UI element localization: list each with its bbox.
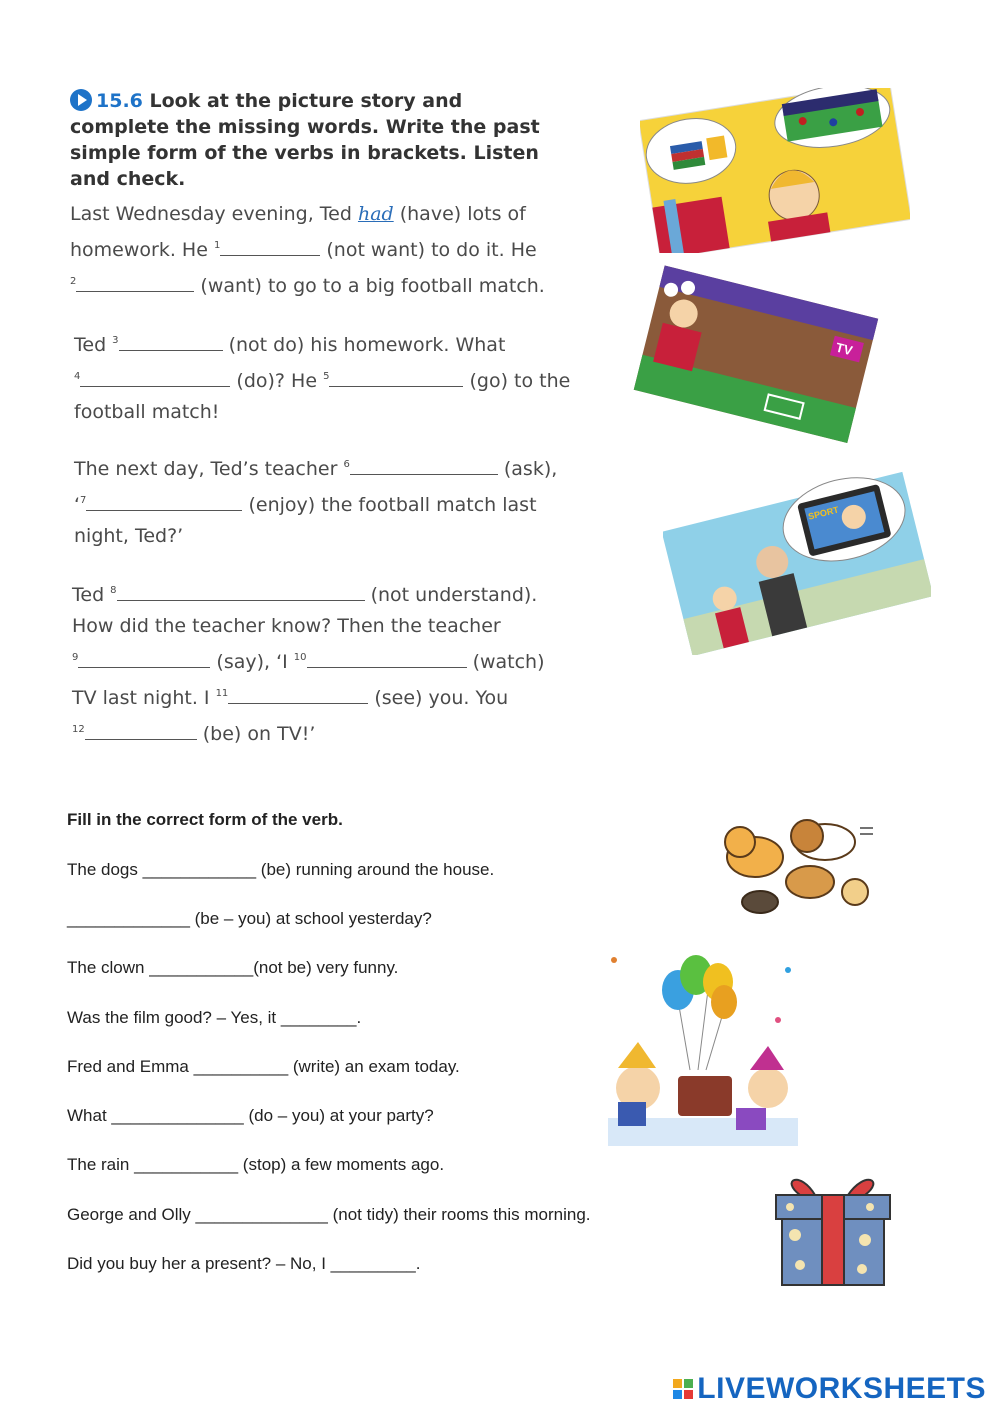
exercise-sentence-7[interactable]: The rain ___________ (stop) a few moments ago. [67,1155,445,1174]
answer-blank-10[interactable] [307,649,467,668]
exercise-sentence-5[interactable]: Fred and Emma __________ (write) an exam today. [67,1057,460,1076]
exercise-sentence-6[interactable]: What ______________ (do – you) at your party? [67,1106,434,1125]
answer-blank-5[interactable] [329,368,463,387]
example-answer: had [357,203,394,225]
answer-blank-8[interactable] [117,582,365,601]
exercise-sentence-8[interactable]: George and Olly ______________ (not tidy) their rooms this morning. [67,1205,591,1224]
task-instruction [70,88,540,192]
exercise-sentence-2[interactable]: _____________ (be – you) at school yesterday? [67,909,432,928]
story-paragraph-1: Last Wednesday evening, Ted had (have) lots of homework. He $^1$ (not want) to do it. He $^2$ (want) to go to a big football match. [70,203,545,297]
answer-blank-3[interactable] [119,332,223,351]
exercise-sentence-3[interactable]: The clown ___________(not be) very funny. [67,958,399,977]
liveworksheets-logo [673,1372,986,1406]
dogs-illustration [715,812,930,922]
exercise-sentence-4[interactable]: Was the film good? – Yes, it ________. [67,1008,362,1027]
answer-blank-1[interactable] [220,237,320,256]
answer-blank-7[interactable] [86,492,242,511]
brand-name: LIVEWORKSHEETS [697,1372,986,1405]
answer-blank-6[interactable] [350,456,498,475]
story-paragraph-4: Ted $^8$ (not understand). How did the teacher know? Then the teacher $^9$ (say), ‘I $^{10}$ (watch) TV last night. I $^{11}$ (see) you. You $^{12}$ (be) on TV!’ [72,584,545,745]
ted-homework-illustration [640,88,910,253]
tv-sign-text: TV [834,339,855,359]
exercise-sentence-1[interactable]: The dogs ____________ (be) running around the house. [67,860,495,879]
answer-blank-4[interactable] [80,368,230,387]
brand-icon [673,1379,693,1399]
party-illustration [598,940,808,1150]
story-paragraph-3: The next day, Ted’s teacher $^6$ (ask), ‘$^7$ (enjoy) the football match last night, Ted?’ [74,458,558,547]
story-paragraph-2: Ted $^3$ (not do) his homework. What $^4$ (do)? He $^5$ (go) to the football match! [74,334,571,423]
answer-blank-2[interactable] [76,273,194,292]
task-number: 15.6 [96,90,143,112]
present-illustration [770,1165,895,1290]
exercise-title: Fill in the correct form of the verb. [67,810,343,829]
play-audio-icon[interactable] [70,89,92,111]
answer-blank-12[interactable] [85,721,197,740]
sport-sign-text: SPORT [807,504,840,522]
answer-blank-9[interactable] [78,649,210,668]
task-instruction-text: Look at the picture story and complete the missing words. Write the past simple form of the verbs in brackets. Listen and check. [70,90,540,190]
exercise-sentence-9[interactable]: Did you buy her a present? – No, I _________. [67,1254,421,1273]
answer-blank-11[interactable] [228,685,368,704]
teacher-illustration [663,470,931,655]
stadium-illustration [628,262,883,447]
